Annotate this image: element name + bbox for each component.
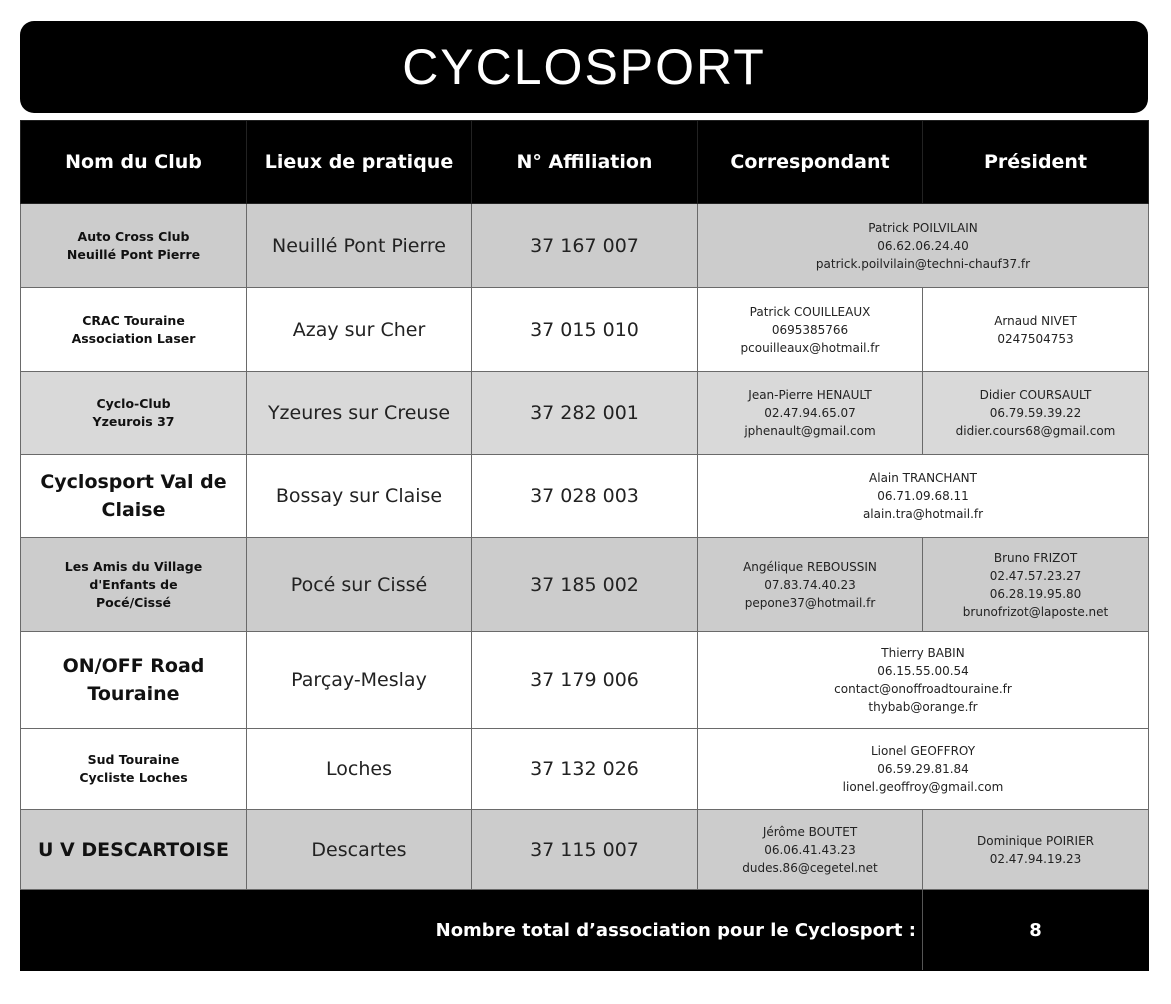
- header-affiliation: N° Affiliation: [472, 121, 698, 204]
- correspondent-president-merged: Lionel GEOFFROY 06.59.29.81.84 lionel.geoffroy@gmail.com: [698, 729, 1149, 810]
- club-name: Sud Touraine Cycliste Loches: [21, 729, 247, 810]
- location: Parçay-Meslay: [247, 632, 472, 729]
- table-row: [21, 455, 1149, 538]
- location: Bossay sur Claise: [247, 455, 472, 538]
- header-correspondent: Correspondant: [698, 121, 923, 204]
- table-row: [21, 288, 1149, 372]
- email-link[interactable]: didier.cours68@gmail.com: [955, 424, 1116, 438]
- email-link[interactable]: dudes.86@cegetel.net: [742, 860, 878, 875]
- table-row: [21, 729, 1149, 810]
- table-row: [21, 632, 1149, 729]
- correspondent: Angélique REBOUSSIN 07.83.74.40.23 pepone37@hotmail.fr: [698, 538, 923, 632]
- club-name: Cyclosport Val de Claise: [21, 455, 247, 538]
- table-row: [21, 538, 1149, 632]
- table-row: [21, 372, 1149, 455]
- email-link[interactable]: contact@onoffroadtouraine.fr: [834, 682, 1012, 696]
- email-link[interactable]: lionel.geoffroy@gmail.com: [842, 780, 1004, 794]
- affiliation-number: 37 015 010: [472, 288, 698, 372]
- email-link[interactable]: jphenault@gmail.com: [744, 424, 876, 438]
- club-name: Les Amis du Village d'Enfants de Pocé/Cissé: [21, 538, 247, 632]
- table-row: [21, 204, 1149, 288]
- email-link[interactable]: brunofrizot@laposte.net: [962, 604, 1109, 619]
- location: Yzeures sur Creuse: [247, 372, 472, 455]
- email-link[interactable]: alain.tra@hotmail.fr: [862, 507, 984, 521]
- president: Didier COURSAULT 06.79.59.39.22 didier.cours68@gmail.com: [923, 372, 1149, 455]
- affiliation-number: 37 115 007: [472, 810, 698, 890]
- correspondent-president-merged: Alain TRANCHANT 06.71.09.68.11 alain.tra@hotmail.fr: [698, 455, 1149, 538]
- affiliation-number: 37 167 007: [472, 204, 698, 288]
- total-count: 8: [923, 890, 1149, 971]
- table-footer-row: [21, 890, 1149, 971]
- header-club-name: Nom du Club: [21, 121, 247, 204]
- page-title: CYCLOSPORT: [402, 39, 766, 95]
- affiliation-number: 37 282 001: [472, 372, 698, 455]
- table-row: [21, 810, 1149, 890]
- header-president: Président: [923, 121, 1149, 204]
- affiliation-number: 37 132 026: [472, 729, 698, 810]
- clubs-table: [20, 120, 1149, 971]
- club-name: ON/OFF Road Touraine: [21, 632, 247, 729]
- location: Pocé sur Cissé: [247, 538, 472, 632]
- club-name: Cyclo-Club Yzeurois 37: [21, 372, 247, 455]
- affiliation-number: 37 028 003: [472, 455, 698, 538]
- location: Azay sur Cher: [247, 288, 472, 372]
- email-link[interactable]: pepone37@hotmail.fr: [744, 595, 876, 610]
- location: Neuillé Pont Pierre: [247, 204, 472, 288]
- title-banner: [20, 21, 1148, 113]
- president: Dominique POIRIER 02.47.94.19.23: [923, 810, 1149, 890]
- total-label: Nombre total d’association pour le Cyclosport :: [21, 890, 923, 971]
- club-name: CRAC Touraine Association Laser: [21, 288, 247, 372]
- email-link[interactable]: patrick.poilvilain@techni-chauf37.fr: [815, 256, 1031, 271]
- correspondent: Patrick COUILLEAUX 0695385766 pcouilleaux@hotmail.fr: [698, 288, 923, 372]
- location: Descartes: [247, 810, 472, 890]
- email-link[interactable]: pcouilleaux@hotmail.fr: [740, 340, 880, 355]
- club-name: Auto Cross Club Neuillé Pont Pierre: [21, 204, 247, 288]
- affiliation-number: 37 179 006: [472, 632, 698, 729]
- correspondent-president-merged: Thierry BABIN 06.15.55.00.54 contact@onoffroadtouraine.fr thybab@orange.fr: [698, 632, 1149, 729]
- header-location: Lieux de pratique: [247, 121, 472, 204]
- club-name: U V DESCARTOISE: [21, 810, 247, 890]
- email-link[interactable]: thybab@orange.fr: [868, 700, 978, 714]
- correspondent: Jérôme BOUTET 06.06.41.43.23 dudes.86@cegetel.net: [698, 810, 923, 890]
- president: Bruno FRIZOT 02.47.57.23.27 06.28.19.95.80 brunofrizot@laposte.net: [923, 538, 1149, 632]
- affiliation-number: 37 185 002: [472, 538, 698, 632]
- location: Loches: [247, 729, 472, 810]
- president: Arnaud NIVET 0247504753: [923, 288, 1149, 372]
- correspondent: Jean-Pierre HENAULT 02.47.94.65.07 jphenault@gmail.com: [698, 372, 923, 455]
- correspondent-president-merged: Patrick POILVILAIN 06.62.06.24.40 patrick.poilvilain@techni-chauf37.fr: [698, 204, 1149, 288]
- table-header-row: [21, 121, 1149, 204]
